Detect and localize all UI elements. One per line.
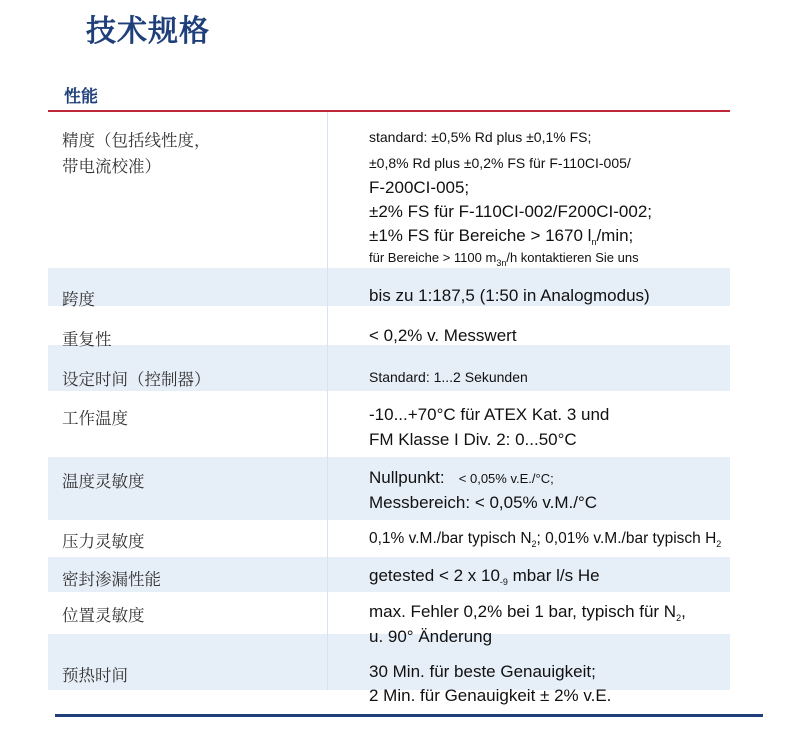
- value-leak: getested < 2 x $10_{-9}$ mbar l/s He: [369, 566, 600, 587]
- label-warmup: 预热时间: [62, 666, 128, 685]
- value-accuracy-line1: standard: ±0,5% Rd plus ±0,1% FS;: [369, 129, 592, 145]
- table-bottom-rule: [55, 714, 763, 717]
- value-settling: Standard: 1...2 Sekunden: [369, 369, 528, 385]
- value-span: bis zu 1:187,5 (1:50 in Analogmodus): [369, 286, 650, 305]
- value-position-line1: max. Fehler 0,2% bei 1 bar, typisch für $N_2$,: [369, 602, 686, 623]
- label-accuracy-line2: 带电流校准）: [62, 157, 161, 176]
- value-accuracy-line5: ±1% FS für Bereiche > 1670 $l_n/\min$;: [369, 226, 634, 247]
- page-title: 技术规格: [86, 14, 210, 49]
- value-accuracy-line3: F-200CI-005;: [369, 178, 470, 197]
- label-leak: 密封渗漏性能: [62, 570, 161, 589]
- label-temperature: 工作温度: [62, 409, 128, 428]
- label-position: 位置灵敏度: [62, 606, 145, 625]
- label-accuracy-line1: 精度（包括线性度，: [62, 131, 211, 150]
- value-warmup-line1: 30 Min. für beste Genauigkeit;: [369, 662, 596, 681]
- label-settling: 设定时间（控制器）: [62, 370, 211, 389]
- label-repeatability: 重复性: [62, 330, 112, 349]
- section-divider-red: [48, 110, 730, 112]
- label-span: 跨度: [62, 290, 95, 309]
- label-pressure-sensitivity: 压力灵敏度: [62, 532, 145, 551]
- value-accuracy-line4: ±2% FS für F-110CI-002/F200CI-002;: [369, 202, 653, 221]
- section-heading: 性能: [64, 87, 98, 107]
- value-accuracy-line2: ±0,8% Rd plus ±0,2% FS für F-110CI-005/: [369, 155, 631, 171]
- value-position-line2: u. 90° Änderung: [369, 627, 493, 646]
- value-accuracy-line6: für Bereiche > 1100 $m_{3n}/h$ kontaktieren Sie uns: [369, 250, 639, 268]
- value-repeatability: < 0,2% v. Messwert: [369, 326, 517, 345]
- value-temperature-line2: FM Klasse I Div. 2: 0...50°C: [369, 430, 577, 449]
- value-temperature-line1: -10...+70°C für ATEX Kat. 3 und: [369, 405, 610, 424]
- value-temp-sensitivity-line2: Messbereich: < 0,05% v.M./°C: [369, 493, 598, 512]
- value-pressure-sensitivity: 0,1% v.M./bar typisch $N_2$; 0,01% v.M./bar typisch $H_2$: [369, 530, 722, 549]
- column-divider: [327, 112, 328, 690]
- label-temp-sensitivity: 温度灵敏度: [62, 472, 145, 491]
- value-temp-sensitivity-line1: Nullpunkt: < 0,05% v.E./°C;: [369, 468, 554, 487]
- value-warmup-line2: 2 Min. für Genauigkeit ± 2% v.E.: [369, 686, 612, 705]
